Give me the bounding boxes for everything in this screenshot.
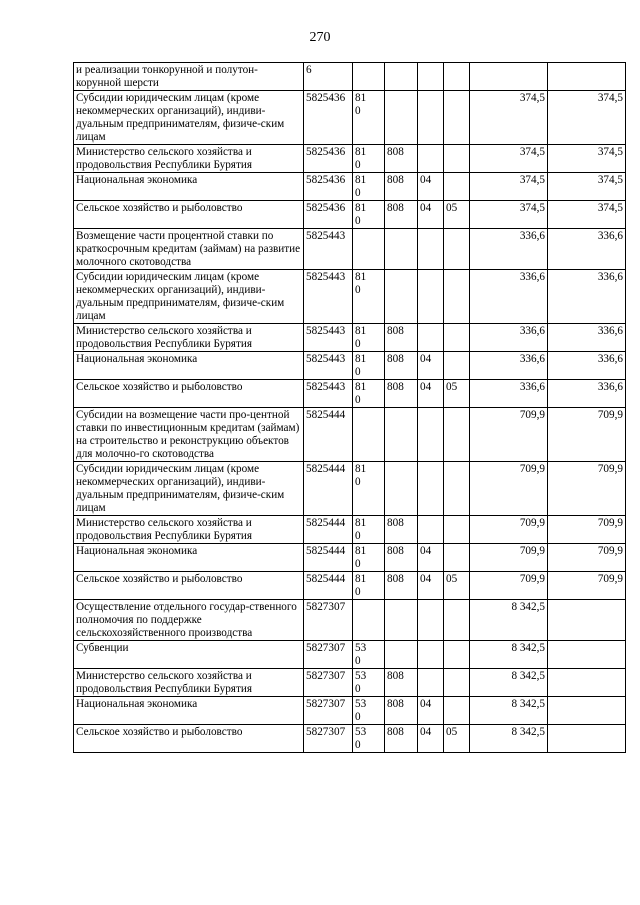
amount-year-1: 709,9: [470, 462, 548, 516]
item-name: Сельское хозяйство и рыболовство: [74, 201, 304, 229]
subsection-code: [444, 408, 470, 462]
section-code: [418, 516, 444, 544]
expense-type-code: [353, 380, 385, 408]
subsection-code: [444, 145, 470, 173]
ministry-code: [385, 600, 418, 641]
section-code: [418, 408, 444, 462]
amount-year-1: 336,6: [470, 270, 548, 324]
table-row: [74, 380, 626, 408]
target-article-code: [304, 270, 353, 324]
subsection-code: [444, 324, 470, 352]
item-name: Министерство сельского хозяйства и продовольствия Республики Бурятия: [74, 324, 304, 352]
table-row: [74, 145, 626, 173]
subsection-code: [444, 462, 470, 516]
amount-year-1: 374,5: [470, 173, 548, 201]
ministry-code: 808: [385, 725, 418, 753]
target-article-code-value: 5825436: [306, 146, 346, 158]
amount-year-2: [548, 641, 626, 669]
ministry-code: 808: [385, 324, 418, 352]
subsection-code: [444, 352, 470, 380]
expense-type-code: [353, 516, 385, 544]
amount-year-1: 374,5: [470, 145, 548, 173]
table-row: [74, 697, 626, 725]
item-name: Сельское хозяйство и рыболовство: [74, 572, 304, 600]
amount-year-2: 709,9: [548, 572, 626, 600]
subsection-code: [444, 516, 470, 544]
target-article-code-value: 5827307: [306, 726, 346, 738]
target-article-code: [304, 173, 353, 201]
amount-year-2: 374,5: [548, 145, 626, 173]
item-name: и реализации тонкорунной и полутон-корунной шерсти: [74, 63, 304, 91]
amount-year-1: 336,6: [470, 352, 548, 380]
amount-year-2: [548, 697, 626, 725]
target-article-code-value: 5827307: [306, 601, 346, 613]
item-name: Министерство сельского хозяйства и продовольствия Республики Бурятия: [74, 669, 304, 697]
budget-table: [73, 62, 626, 753]
amount-year-2: 709,9: [548, 516, 626, 544]
target-article-code-value: 5827307: [306, 642, 346, 654]
target-article-code-value: 5825444: [306, 409, 346, 421]
target-article-code-value: 5825443: [306, 325, 346, 337]
target-article-code-value: 5825443: [306, 353, 346, 365]
target-article-code-value: 5825443: [306, 381, 346, 393]
target-article-code: [304, 91, 353, 145]
expense-type-code: [353, 641, 385, 669]
expense-type-code-value: 810: [355, 517, 367, 542]
ministry-code: [385, 91, 418, 145]
ministry-code: 808: [385, 516, 418, 544]
expense-type-code-value: 810: [355, 325, 367, 350]
table-row: [74, 173, 626, 201]
target-article-code: [304, 145, 353, 173]
ministry-code: 808: [385, 544, 418, 572]
target-article-code: [304, 669, 353, 697]
ministry-code: 808: [385, 201, 418, 229]
amount-year-1: 336,6: [470, 229, 548, 270]
subsection-code: [444, 544, 470, 572]
target-article-code-value: 5827307: [306, 698, 346, 710]
section-code: [418, 462, 444, 516]
table-row: [74, 408, 626, 462]
subsection-code: [444, 641, 470, 669]
amount-year-2: 374,5: [548, 173, 626, 201]
table-row: [74, 600, 626, 641]
amount-year-1: [470, 63, 548, 91]
target-article-code: [304, 324, 353, 352]
item-name: Субсидии юридическим лицам (кроме некоммерческих организаций), индиви-дуальным предпринимателям, физиче-ским лицам: [74, 91, 304, 145]
expense-type-code-value: 810: [355, 92, 367, 117]
target-article-code-value: 5825443: [306, 271, 346, 283]
amount-year-2: 336,6: [548, 270, 626, 324]
expense-type-code-value: 810: [355, 146, 367, 171]
subsection-code: [444, 173, 470, 201]
expense-type-code: [353, 462, 385, 516]
section-code-value: 04: [420, 381, 432, 393]
amount-year-1: 336,6: [470, 324, 548, 352]
item-name: Субвенции: [74, 641, 304, 669]
table-row: [74, 669, 626, 697]
target-article-code: [304, 380, 353, 408]
table-row: [74, 229, 626, 270]
amount-year-2: 336,6: [548, 380, 626, 408]
section-code: [418, 229, 444, 270]
amount-year-2: 709,9: [548, 462, 626, 516]
expense-type-code: [353, 229, 385, 270]
table-row: [74, 324, 626, 352]
target-article-code: [304, 697, 353, 725]
ministry-code: [385, 641, 418, 669]
section-code: [418, 270, 444, 324]
target-article-code: [304, 408, 353, 462]
expense-type-code-value: 810: [355, 545, 367, 570]
amount-year-1: 709,9: [470, 544, 548, 572]
ministry-code: 808: [385, 145, 418, 173]
target-article-code-value: 6: [306, 64, 312, 76]
amount-year-2: [548, 63, 626, 91]
target-article-code-value: 5825444: [306, 463, 346, 475]
amount-year-1: 374,5: [470, 91, 548, 145]
subsection-code: 05: [444, 380, 470, 408]
table-row: [74, 63, 626, 91]
expense-type-code-value: 810: [355, 573, 367, 598]
ministry-code: [385, 408, 418, 462]
table-row: [74, 352, 626, 380]
target-article-code: [304, 725, 353, 753]
amount-year-2: 336,6: [548, 352, 626, 380]
amount-year-2: 336,6: [548, 324, 626, 352]
amount-year-2: 709,9: [548, 544, 626, 572]
item-name: Министерство сельского хозяйства и продовольствия Республики Бурятия: [74, 516, 304, 544]
ministry-code: 808: [385, 380, 418, 408]
item-name: Национальная экономика: [74, 352, 304, 380]
target-article-code: [304, 544, 353, 572]
item-name: Сельское хозяйство и рыболовство: [74, 725, 304, 753]
table-row: [74, 725, 626, 753]
ministry-code: 808: [385, 572, 418, 600]
section-code: [418, 725, 444, 753]
section-code: [418, 669, 444, 697]
table-row: [74, 201, 626, 229]
subsection-code: [444, 270, 470, 324]
section-code-value: 04: [420, 573, 432, 585]
target-article-code: [304, 462, 353, 516]
item-name: Возмещение части процентной ставки по краткосрочным кредитам (займам) на развитие молочного скотоводства: [74, 229, 304, 270]
amount-year-1: 709,9: [470, 408, 548, 462]
subsection-code: [444, 63, 470, 91]
amount-year-1: 336,6: [470, 380, 548, 408]
ministry-code: [385, 270, 418, 324]
subsection-code: [444, 669, 470, 697]
amount-year-2: 374,5: [548, 91, 626, 145]
expense-type-code: [353, 201, 385, 229]
section-code: [418, 63, 444, 91]
expense-type-code-value: 530: [355, 642, 367, 667]
amount-year-2: [548, 669, 626, 697]
amount-year-1: 709,9: [470, 572, 548, 600]
section-code-value: 04: [420, 698, 432, 710]
section-code-value: 04: [420, 353, 432, 365]
section-code-value: 04: [420, 202, 432, 214]
table-row: [74, 572, 626, 600]
ministry-code: [385, 462, 418, 516]
section-code: [418, 600, 444, 641]
target-article-code-value: 5825443: [306, 230, 346, 242]
subsection-code: [444, 600, 470, 641]
expense-type-code: [353, 63, 385, 91]
ministry-code: 808: [385, 352, 418, 380]
table-row: [74, 270, 626, 324]
target-article-code-value: 5825444: [306, 573, 346, 585]
expense-type-code: [353, 669, 385, 697]
item-name: Субсидии на возмещение части про-центной ставки по инвестиционным кредитам (займам) на строительство и реконструкцию объектов для молочно-го скотоводства: [74, 408, 304, 462]
expense-type-code-value: 810: [355, 463, 367, 488]
amount-year-2: [548, 600, 626, 641]
target-article-code: [304, 572, 353, 600]
amount-year-1: 8 342,5: [470, 697, 548, 725]
page-number: 270: [309, 30, 331, 45]
section-code: [418, 324, 444, 352]
section-code: [418, 380, 444, 408]
item-name: Субсидии юридическим лицам (кроме некоммерческих организаций), индиви-дуальным предпринимателям, физиче-ским лицам: [74, 462, 304, 516]
target-article-code-value: 5825444: [306, 517, 346, 529]
item-name: Министерство сельского хозяйства и продовольствия Республики Бурятия: [74, 145, 304, 173]
expense-type-code-value: 530: [355, 670, 367, 695]
expense-type-code: [353, 324, 385, 352]
expense-type-code: [353, 270, 385, 324]
amount-year-2: 336,6: [548, 229, 626, 270]
target-article-code-value: 5827307: [306, 670, 346, 682]
item-name: Национальная экономика: [74, 697, 304, 725]
item-name: Субсидии юридическим лицам (кроме некоммерческих организаций), индиви-дуальным предпринимателям, физиче-ским лицам: [74, 270, 304, 324]
expense-type-code: [353, 725, 385, 753]
section-code-value: 04: [420, 174, 432, 186]
amount-year-1: 8 342,5: [470, 641, 548, 669]
expense-type-code-value: 810: [355, 381, 367, 406]
section-code: [418, 572, 444, 600]
amount-year-2: 709,9: [548, 408, 626, 462]
target-article-code: [304, 516, 353, 544]
amount-year-1: 8 342,5: [470, 725, 548, 753]
amount-year-1: 709,9: [470, 516, 548, 544]
expense-type-code: [353, 352, 385, 380]
subsection-code: 05: [444, 572, 470, 600]
expense-type-code-value: 810: [355, 353, 367, 378]
expense-type-code: [353, 91, 385, 145]
ministry-code: 808: [385, 697, 418, 725]
target-article-code: [304, 600, 353, 641]
target-article-code: [304, 641, 353, 669]
section-code: [418, 641, 444, 669]
section-code: [418, 697, 444, 725]
table-row: [74, 544, 626, 572]
table-row: [74, 91, 626, 145]
target-article-code-value: 5825436: [306, 202, 346, 214]
table-row: [74, 641, 626, 669]
expense-type-code: [353, 572, 385, 600]
target-article-code: [304, 352, 353, 380]
table-row: [74, 462, 626, 516]
item-name: Осуществление отдельного государ-ственного полномочия по поддержке сельскохозяйственного производства: [74, 600, 304, 641]
amount-year-2: 374,5: [548, 201, 626, 229]
expense-type-code: [353, 697, 385, 725]
target-article-code-value: 5825436: [306, 174, 346, 186]
target-article-code: [304, 63, 353, 91]
subsection-code: 05: [444, 725, 470, 753]
expense-type-code: [353, 145, 385, 173]
target-article-code-value: 5825436: [306, 92, 346, 104]
subsection-code: [444, 91, 470, 145]
ministry-code: 808: [385, 669, 418, 697]
expense-type-code-value: 810: [355, 202, 367, 227]
expense-type-code-value: 530: [355, 726, 367, 751]
expense-type-code-value: 810: [355, 174, 367, 199]
item-name: Сельское хозяйство и рыболовство: [74, 380, 304, 408]
expense-type-code: [353, 544, 385, 572]
target-article-code: [304, 201, 353, 229]
section-code-value: 04: [420, 545, 432, 557]
section-code: [418, 145, 444, 173]
section-code: [418, 544, 444, 572]
section-code: [418, 91, 444, 145]
item-name: Национальная экономика: [74, 544, 304, 572]
section-code: [418, 201, 444, 229]
expense-type-code-value: 530: [355, 698, 367, 723]
item-name: Национальная экономика: [74, 173, 304, 201]
subsection-code: [444, 229, 470, 270]
ministry-code: [385, 229, 418, 270]
expense-type-code-value: 810: [355, 271, 367, 296]
section-code: [418, 352, 444, 380]
subsection-code: [444, 697, 470, 725]
ministry-code: 808: [385, 173, 418, 201]
expense-type-code: [353, 600, 385, 641]
target-article-code: [304, 229, 353, 270]
target-article-code-value: 5825444: [306, 545, 346, 557]
amount-year-1: 8 342,5: [470, 669, 548, 697]
amount-year-1: 374,5: [470, 201, 548, 229]
expense-type-code: [353, 173, 385, 201]
amount-year-1: 8 342,5: [470, 600, 548, 641]
section-code-value: 04: [420, 726, 432, 738]
amount-year-2: [548, 725, 626, 753]
table-row: [74, 516, 626, 544]
section-code: [418, 173, 444, 201]
expense-type-code: [353, 408, 385, 462]
ministry-code: [385, 63, 418, 91]
subsection-code: 05: [444, 201, 470, 229]
